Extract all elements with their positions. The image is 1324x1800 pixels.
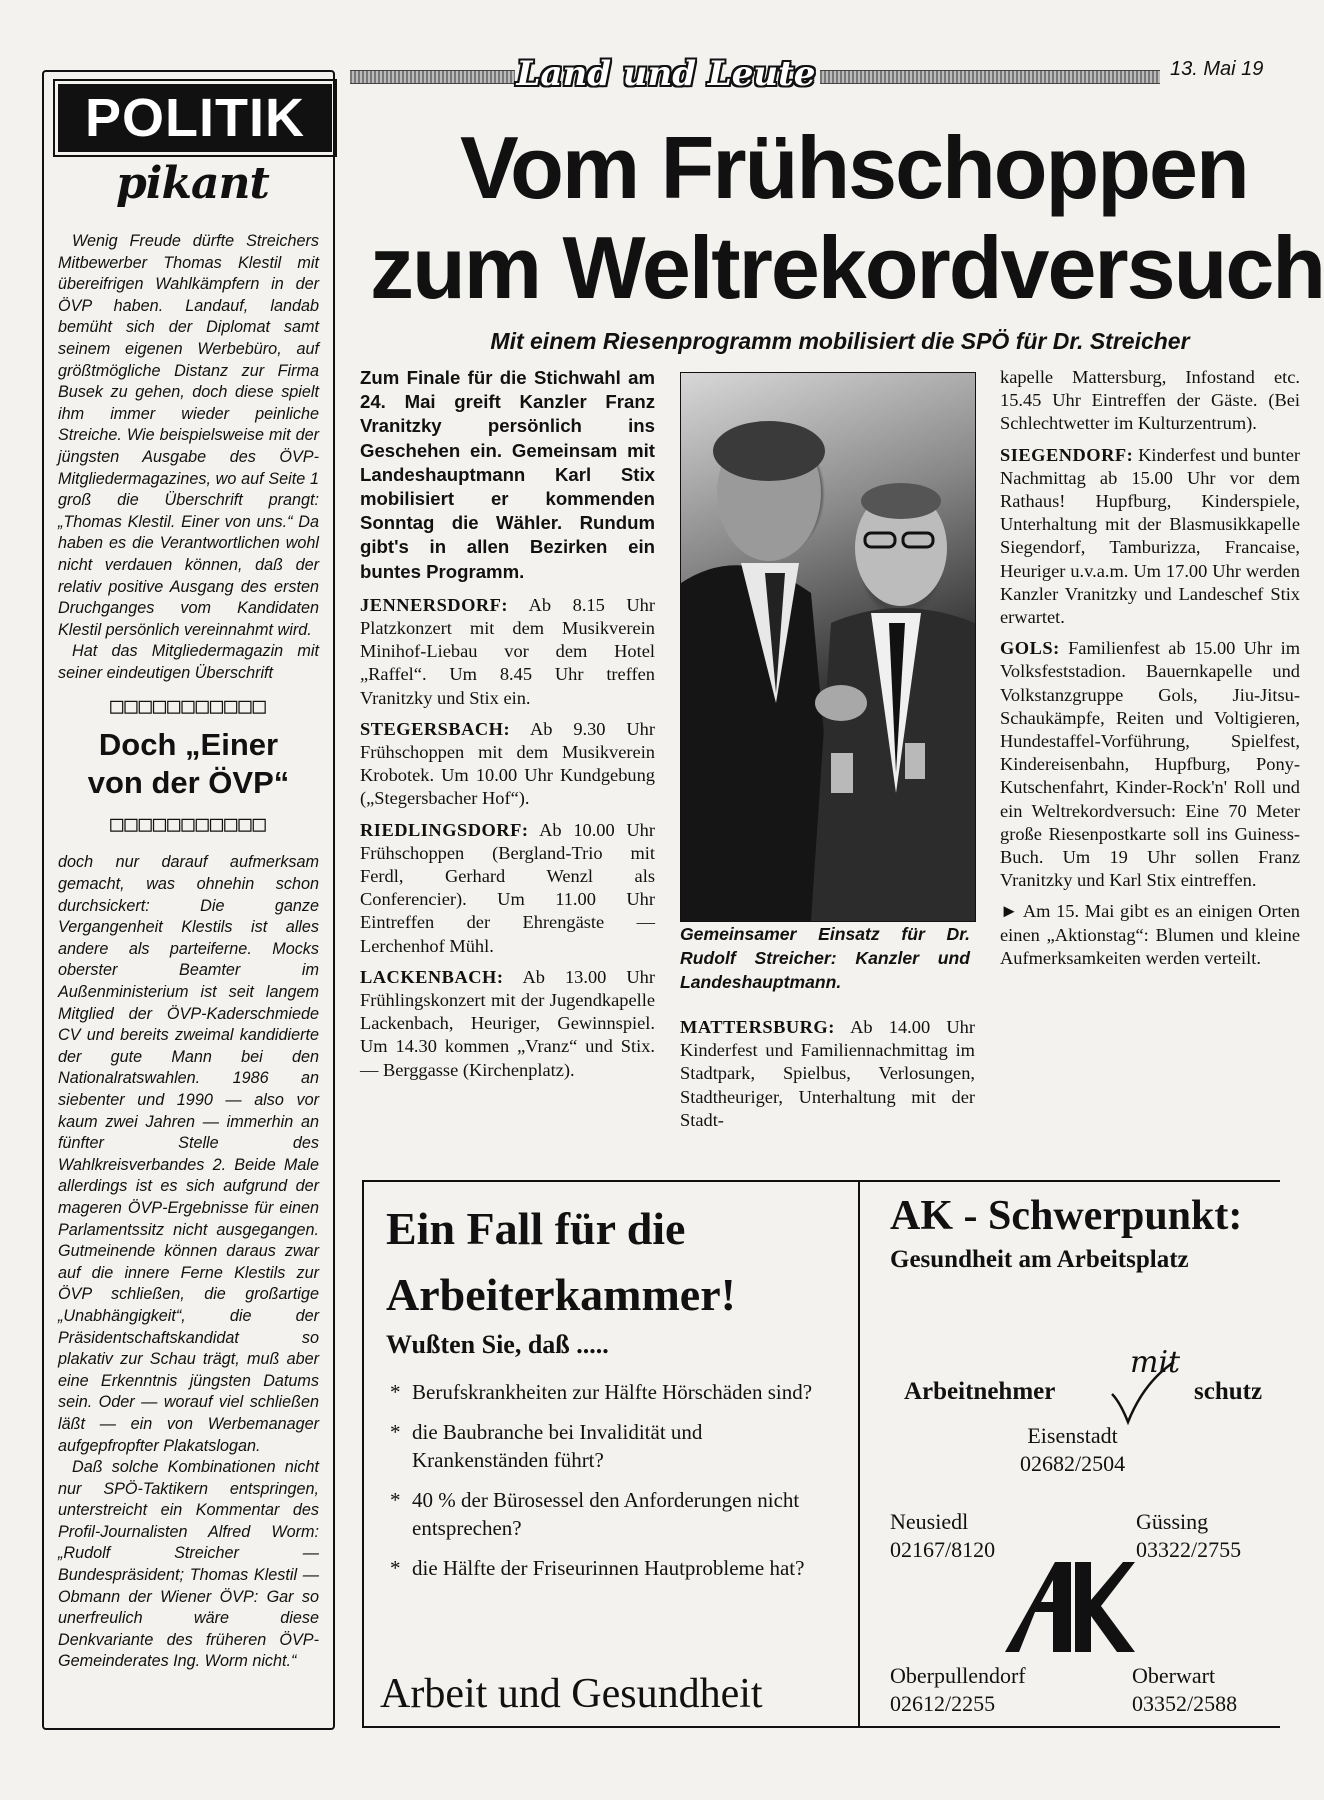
office-eisenstadt: [1020, 1422, 1125, 1478]
slogan-mit-handwriting: mit: [1130, 1345, 1181, 1380]
office-city: Güssing: [1136, 1509, 1209, 1534]
sidebar-body-top: [58, 231, 319, 684]
office-neusiedl: [890, 1508, 995, 1564]
ad-title: [386, 1196, 736, 1328]
rubric-rule-right: [820, 70, 1160, 84]
event-place: MATTERSBURG:: [680, 1017, 835, 1037]
office-phone: 02682/2504: [1020, 1451, 1126, 1476]
event-place: LACKENBACH:: [360, 966, 504, 987]
list-item-text: die Hälfte der Friseurinnen Hautprobleme hat?: [412, 1556, 805, 1580]
sidebar-headline-line: von der ÖVP“: [87, 765, 290, 801]
ad-question: Wußten Sie, daß .....: [386, 1330, 609, 1359]
event-text: Ab 13.00 Uhr Frühlingskonzert mit der Jugendkapelle Lackenbach, Heuriger, Gewinnspiel. Um 14.30 kommen „Vranz“ und Stix. — Berggasse (Kirchenplatz).: [360, 966, 655, 1080]
decorative-box-row: □□□□□□□□□□□: [110, 812, 267, 838]
decorative-box-row: □□□□□□□□□□□: [110, 694, 267, 720]
sidebar-paragraph: Daß solche Kombinationen nicht nur SPÖ-Taktikern entspringen, unterstreicht ein Kommentar des Profil-Journalisten Alfred Worm: „Rudolf Streicher — Bundespräsident; Thomas Klestil — Obmann der Wiener ÖVP: Gar so unerfreulich wäre diese Denkvariante des früheren ÖVP-Gemeinderates Ing. Worm nicht.“: [58, 1458, 319, 1671]
slogan-word: schutz: [1194, 1378, 1263, 1405]
list-item-text: die Baubranche bei Invalidität und Krankenständen führt?: [412, 1420, 703, 1472]
pikant-script-label: pikant: [116, 158, 269, 209]
sidebar-paragraph: Hat das Mitgliedermagazin mit seiner eindeutigen Überschrift: [58, 642, 319, 682]
office-oberpullendorf: [890, 1662, 1026, 1718]
office-city: Neusiedl: [890, 1509, 969, 1534]
photo-illustration: [681, 373, 975, 921]
sidebar-paragraph: doch nur darauf aufmerksam gemacht, was ohnehin schon durchsickert: Die ganze Vergangenheit Klestils ist alles andere als parteiferne. Mocks oberster Beamter im Außenministerium ist seit langem Mitglied der ÖVP-Kaderschmiede CV und bereits zweimal kandidierte der gute Mann bei den Nationalratswahlen. 1986 an siebenter und 1990 — also vor kaum zwei Jahren — immerhin an fünfter Stelle des Wahlkreisverbandes 2. Beide Male allerdings ist es sich aufgrund der mageren ÖVP-Ergebnisse für einen Parlamentssitz nicht ausgegangen. Gutmeinende können daraus zwar auf die innere Ferne Klestils zur ÖVP schließen, die großartige „Unabhängigkeit“, die der Präsidentschaftskandidat so plakativ zur Schau trägt, muß aber eine Erkenntnis jüngsten Datums sein. Oder — worauf viel schließen läßt — ein von Werbemanager aufgepfropfter Plakatslogan.: [58, 853, 319, 1455]
list-item: [390, 1486, 840, 1542]
event-text: Ab 14.00 Uhr Kinderfest und Familiennachmittag im Stadtpark, Spielbus, Verlosungen, Stadtheuriger, Unterhaltung mit der Stadt-: [680, 1017, 975, 1130]
office-phone: 03352/2588: [1132, 1691, 1238, 1716]
event-place: RIEDLINGSDORF:: [360, 819, 529, 840]
event-text: Ab 8.15 Uhr Platzkonzert mit dem Musikverein Minihof-Liebau vor dem Hotel „Raffel“. Um 8.45 Uhr treffen Vranitzky und Stix ein.: [360, 594, 655, 708]
office-oberwart: [1132, 1662, 1237, 1718]
event-entry: [360, 819, 655, 958]
list-item-text: 40 % der Bürosessel den Anforderungen nicht entsprechen?: [412, 1488, 800, 1540]
list-item-text: Berufskrankheiten zur Hälfte Hörschäden sind?: [412, 1380, 813, 1404]
article-column-2: [680, 1016, 975, 1140]
slogan-word: Arbeitnehmer: [904, 1378, 1056, 1405]
politik-badge: POLITIK: [58, 84, 332, 152]
event-text: Kinderfest und bunter Nachmittag ab 15.00 Uhr vor dem Rathaus! Hupfburg, Kinderspiele, Unterhaltung mit der Blasmusikkapelle Siegendorf, Tamburizza, Francaise, Heuriger u.v.a.m. Um 17.00 Uhr werden Kanzler Vranitzky und Landeschef Stix erwartet.: [1000, 444, 1300, 628]
sidebar-body-bottom: [58, 852, 319, 1673]
article-headline: [370, 118, 1324, 318]
headline-line: Vom Frühschoppen: [460, 118, 1248, 217]
sidebar-paragraph: Wenig Freude dürfte Streichers Mitbewerber Thomas Klestil mit übereifrigen Wahlkämpfern in der ÖVP haben. Landauf, landab bemüht sich der Diplomat samt seinem eigenen Werbebüro, auf größtmögliche Distanz zur Firma Busek zu gehen, doch diese spielt ihm immer wieder peinliche Streiche. Wie beispielsweise mit der jüngsten Ausgabe des ÖVP-Mitgliedermagazines, wo auf Seite 1 groß die Überschrift prangt: „Thomas Klestil. Einer von uns.“ Da haben es die Verantwortlichen wohl nicht verdauen können, daß der relativ positive Ausgang des ersten Druchganges vom Kandidaten Klestil persönlich vereinnahmt wird.: [58, 232, 319, 639]
article-column-3: [1000, 366, 1301, 978]
event-entry: [360, 594, 655, 710]
office-city: Eisenstadt: [1027, 1423, 1118, 1448]
event-place: SIEGENDORF:: [1000, 444, 1134, 465]
office-guessing: [1136, 1508, 1241, 1564]
ak-logo-icon: [1005, 1562, 1135, 1652]
event-entry: [360, 966, 655, 1082]
event-text: Familienfest ab 15.00 Uhr im Volksfeststadion. Bauernkapelle und Volkstanzgruppe Gols, Jiu-Jitsu-Schaukämpfe, Reiten und Voltigieren, Hundestaffel-Vorführung, Spielfest, Kindereisenbahn, Hupfburg, Pony-Kutschenfahrt, Kinder-Rock'n' Roll und ein Weltrekordversuch: Eine 70 Meter große Riesenpostkarte soll ins Guiness-Buch. Um 19 Uhr sollen Franz Vranitzky und Karl Stix eintreffen.: [1000, 638, 1301, 891]
rubric-title: Land und Leute: [516, 54, 816, 94]
ad-title: AK - Schwerpunkt:: [890, 1193, 1243, 1239]
headline-line: zum Weltrekordversuch: [370, 218, 1324, 317]
bullet-star-icon: *: [390, 1488, 401, 1512]
event-place: STEGERSBACH:: [360, 718, 511, 739]
office-phone: 03322/2755: [1136, 1537, 1242, 1562]
event-place: JENNERSDORF:: [360, 594, 509, 615]
rubric-rule-left: [350, 70, 515, 84]
event-entry: [1000, 444, 1300, 630]
ak-schwerpunkt-ad: [860, 1180, 1280, 1728]
photo-caption: Gemeinsamer Einsatz für Dr. Rudolf Streicher: Kanzler und Landeshauptmann.: [680, 924, 970, 992]
politik-pikant-column: [42, 70, 335, 1730]
ad-subtitle: Gesundheit am Arbeitsplatz: [890, 1246, 1189, 1273]
bullet-star-icon: *: [390, 1380, 401, 1404]
list-item: [390, 1418, 840, 1474]
event-continuation: kapelle Mattersburg, Infostand etc. 15.45 Uhr Eintreffen der Gäste. (Bei Schlechtwetter im Kulturzentrum).: [1000, 367, 1300, 434]
ad-footer-slogan: Arbeit und Gesundheit: [380, 1671, 763, 1717]
article-column-1: [360, 366, 655, 1090]
checkmark-icon: [1104, 1342, 1194, 1432]
event-entry: [1000, 637, 1300, 892]
list-item: [390, 1378, 840, 1406]
ad-title-line: Arbeiterkammer!: [386, 1269, 736, 1320]
event-text: Ab 9.30 Uhr Frühschoppen mit dem Musikverein Krobotek. Um 10.00 Uhr Kundgebung („Stegersbacher Hof“).: [360, 718, 655, 809]
bullet-star-icon: *: [390, 1556, 401, 1580]
ad-fact-list: [390, 1378, 840, 1594]
issue-date: 13. Mai 19: [1170, 58, 1264, 80]
event-entry: [680, 1016, 975, 1132]
sidebar-headline: [58, 726, 319, 802]
event-entry: [360, 718, 655, 811]
office-phone: 02167/8120: [890, 1537, 996, 1562]
article-lead: Zum Finale für die Stichwahl am 24. Mai greift Kanzler Franz Vranitzky persönlich ins Geschehen ein. Gemeinsam mit Landeshauptmann Karl Stix mobilisiert er kommenden Sonntag die Wähler. Rundum gibt's in allen Bezirken ein buntes Programm.: [360, 367, 655, 582]
list-item: [390, 1554, 840, 1582]
ad-title-line: Ein Fall für die: [386, 1203, 686, 1254]
office-phone: 02612/2255: [890, 1691, 996, 1716]
office-city: Oberwart: [1132, 1663, 1216, 1688]
office-city: Oberpullendorf: [890, 1663, 1026, 1688]
arbeiterkammer-ad: [362, 1180, 860, 1728]
bullet-star-icon: *: [390, 1420, 401, 1444]
final-note: ► Am 15. Mai gibt es an einigen Orten einen „Aktionstag“: Blumen und kleine Aufmerksamkeiten werden verteilt.: [1000, 901, 1300, 968]
ad-slogan: [904, 1342, 1264, 1432]
sidebar-headline-line: Doch „Einer: [98, 727, 279, 763]
article-subheadline: Mit einem Riesenprogramm mobilisiert die SPÖ für Dr. Streicher: [490, 328, 1190, 354]
event-text: Ab 10.00 Uhr Frühschoppen (Bergland-Trio mit Ferdl, Gerhard Wenzl als Conferencier). Um 11.00 Uhr Eintreffen der Ehrengäste — Lerchenhof Mühl.: [360, 819, 655, 956]
press-photo: [680, 372, 976, 922]
event-place: GOLS:: [1000, 638, 1060, 659]
